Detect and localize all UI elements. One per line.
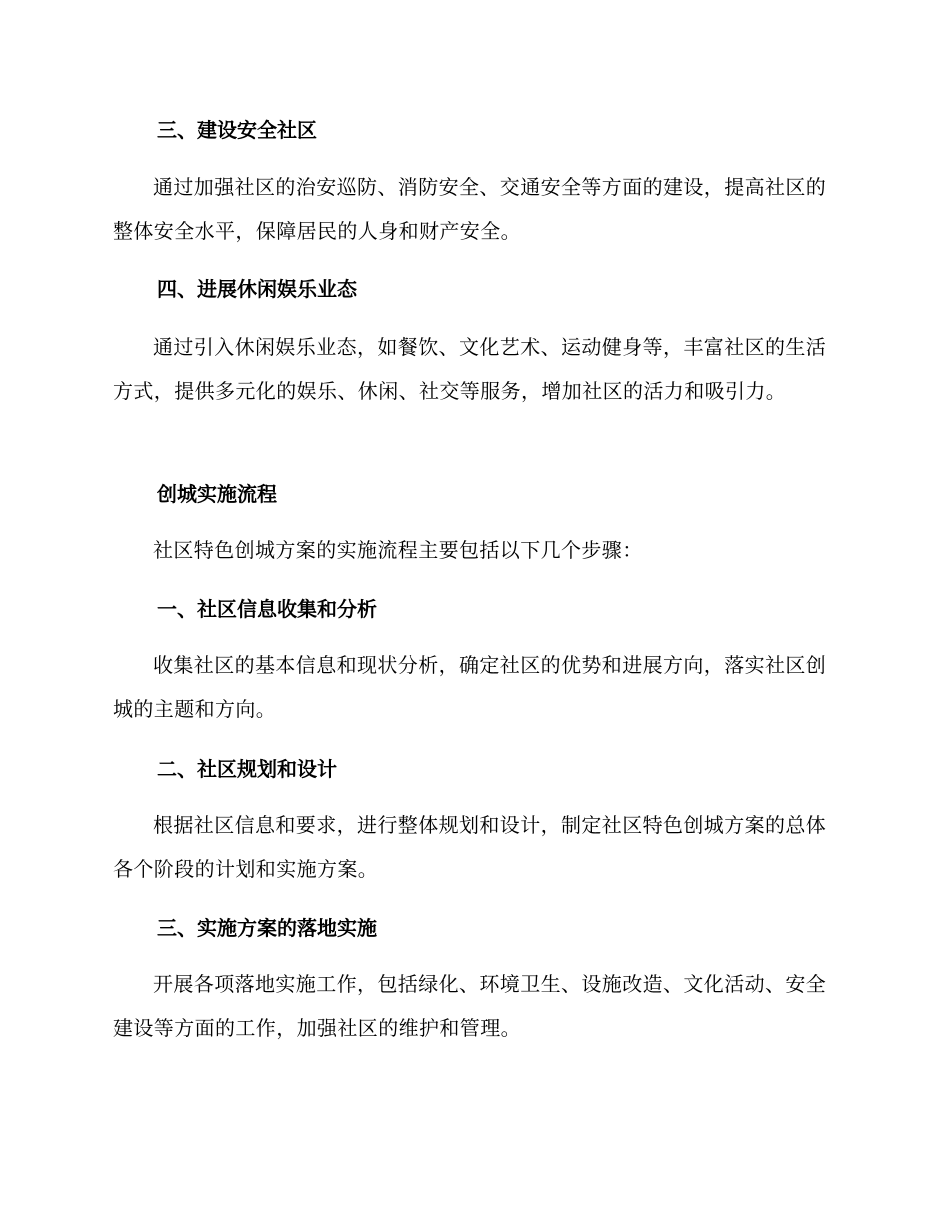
section-body-implementation: 开展各项落地实施工作，包括绿化、环境卫生、设施改造、文化活动、安全建设等方面的工作，加强社区的维护和管理。: [113, 972, 827, 1040]
section-body-info-collection: 收集社区的基本信息和现状分析，确定社区的优势和进展方向，落实社区创城的主题和方向。: [113, 653, 827, 721]
section-body-planning: 根据社区信息和要求，进行整体规划和设计，制定社区特色创城方案的总体各个阶段的计划和实施方案。: [113, 813, 827, 881]
section-heading-planning: 二、社区规划和设计: [157, 757, 337, 781]
section-heading-leisure: 四、进展休闲娱乐业态: [157, 277, 357, 301]
section-heading-info-collection: 一、社区信息收集和分析: [157, 597, 377, 621]
section-heading-safe-community: 三、建设安全社区: [157, 118, 317, 142]
section-heading-process: 创城实施流程: [157, 482, 277, 506]
section-body-leisure: 通过引入休闲娱乐业态，如餐饮、文化艺术、运动健身等，丰富社区的生活方式，提供多元化的娱乐、休闲、社交等服务，增加社区的活力和吸引力。: [113, 335, 827, 403]
section-heading-implementation: 三、实施方案的落地实施: [157, 916, 377, 940]
section-body-safe-community: 通过加强社区的治安巡防、消防安全、交通安全等方面的建设，提高社区的整体安全水平，保障居民的人身和财产安全。: [113, 175, 827, 243]
section-body-process: 社区特色创城方案的实施流程主要包括以下几个步骤：: [153, 538, 643, 562]
